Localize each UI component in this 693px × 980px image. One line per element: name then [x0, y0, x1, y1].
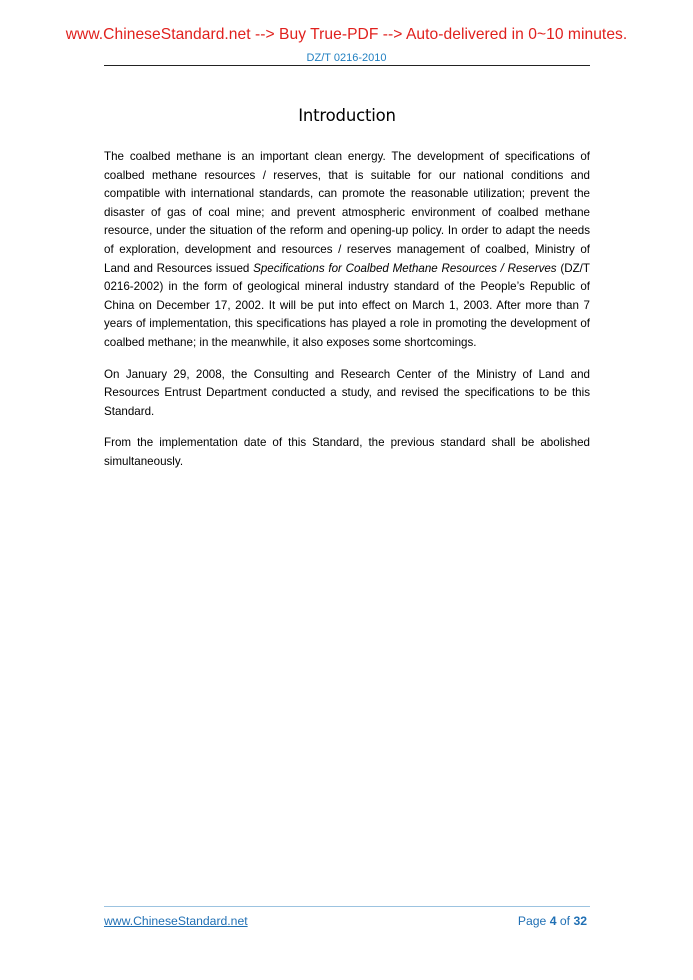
- paragraph-1-start: The coalbed methane is an important clean energy. The development of specifications of coalbed methane resources / reserves, that is suitable for our national conditions and compatible with international standards, can promote the reasonable utilization; prevent the disaster of gas of coal mine; and prevent atmospheric environment of coalbed methane resource, under the situation of the reform and opening-up policy. In order to adapt the needs of exploration, development and resources / reserves management of coalbed, Ministry of Land and Resources issued: [104, 150, 590, 275]
- page-of: of: [556, 914, 574, 928]
- page-title: Introduction: [298, 106, 396, 125]
- footer-divider: [104, 906, 590, 907]
- document-number: DZ/T 0216-2010: [306, 52, 387, 64]
- page-prefix: Page: [517, 914, 550, 928]
- body-text: [104, 148, 590, 485]
- buy-banner: www.ChineseStandard.net --> Buy True-PDF --> Auto-delivered in 0~10 minutes.: [65, 26, 628, 43]
- paragraph-1: [104, 148, 590, 353]
- paragraph-1-end: (DZ/T 0216-2002) in the form of geological mineral industry standard of the People’s Republic of China on December 17, 2002. It will be put into effect on March 1, 2003. After more than 7 years of implementation, this specifications has played a role in promoting the development of coalbed methane; in the meanwhile, it also exposes some shortcomings.: [104, 261, 590, 349]
- paragraph-2: On January 29, 2008, the Consulting and Research Center of the Ministry of Land and Resources Entrust Department conducted a study, and revised the specifications to be this Standard.: [104, 367, 590, 418]
- standard-title-italic: Specifications for Coalbed Methane Resources / Reserves: [253, 261, 557, 275]
- footer-site-link[interactable]: www.ChineseStandard.net: [104, 914, 248, 928]
- page-total: 32: [573, 914, 587, 928]
- paragraph-3: From the implementation date of this Standard, the previous standard shall be abolished simultaneously.: [104, 436, 590, 468]
- page-number: [518, 914, 587, 928]
- header-divider: [104, 65, 590, 66]
- page-current: 4: [549, 914, 557, 928]
